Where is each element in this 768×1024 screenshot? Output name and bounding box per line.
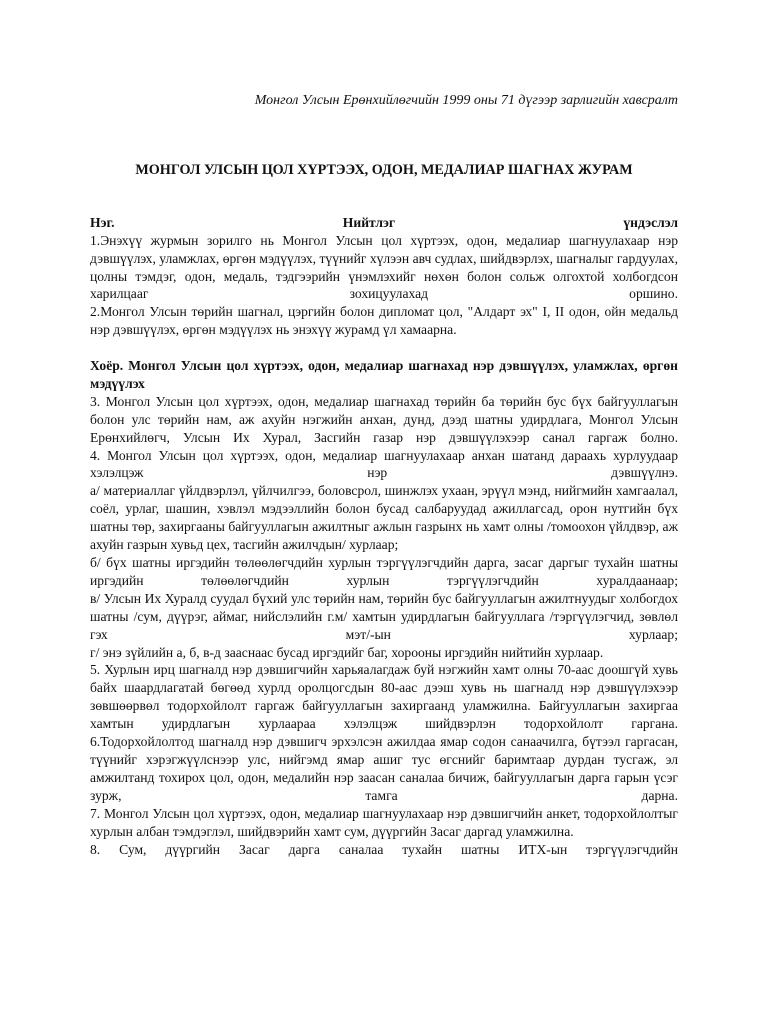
- paragraph-6: 6.Тодорхойлолтод шагналд нэр дэвшигч эрхэлсэн ажилдаа ямар содон санаачилга, бүтээл гаргасан, түүнийг хэрэгжүүлснээр улс, нийгэмд ямар ашиг тус өгснийг баримтаар дурдан тусгаж, эл амжилтанд тохирох цол, одон, медалийн нэр заасан саналаа бичиж, байгууллагын дарга гарын үсэг зурж, тамга дарна.: [90, 734, 678, 803]
- section-heading: Хоёр. Монгол Улсын цол хүртээх, одон, медалиар шагнахад нэр дэвшүүлэх, уламжлах, өргөн мэдүүлэх: [90, 358, 678, 391]
- paragraph-4c: в/ Улсын Их Хуралд суудал бүхий улс төрийн нам, төрийн бус байгууллагын ажилтнуудыг холбогдох шатны /сум, дүүрэг, аймаг, нийслэлийн г.м/ хамтын удирдлагын байгууллага /тэргүүлэгчид, зөвлөл гэх мэт/-ын хурлаар;: [90, 590, 678, 642]
- paragraph-1: 1.Энэхүү журмын зорилго нь Монгол Улсын цол хүртээх, одон, медалиар шагнуулахаар нэр дэвшүүлэх, уламжлах, өргөн мэдүүлэх, түүнийг хүлээн авч судлах, шийдвэрлэх, шагналыг гардуулах, цолны тэмдэг, одон, медаль, тэдгээрийн үнэмлэхийг нөхөн болон сольж олгохтой холбогдсон харилцааг зохицуулахад оршино.: [90, 232, 678, 302]
- paragraph-4b: б/ бүх шатны иргэдийн төлөөлөгчдийн хурлын тэргүүлэгчдийн дарга, засаг даргыг тухайн шатны иргэдийн төлөөлөгчдийн хурлын тэргүүлэгчдийн хуралдаанаар;: [90, 555, 678, 588]
- decree-annex-caption: Монгол Улсын Ерөнхийлөгчийн 1999 оны 71 дүгээр зарлигийн хавсралт: [254, 93, 678, 108]
- section-general: [90, 214, 678, 339]
- paragraph-3: 3. Монгол Улсын цол хүртээх, одон, медалиар шагнахад төрийн ба төрийн бус бүх байгууллагын болон улс төрийн нам, аж ахуйн нэгжийн анхан, дунд, дээд шатны удирдлага, Монгол Улсын Ерөнхийлөгч, Улсын Их Хурал, Засгийн газар нэр дэвшүүлэхээр санал гаргаж болно.: [90, 393, 678, 445]
- paragraph-4d: г/ энэ зүйлийн а, б, в-д зааснаас бусад иргэдийг баг, хорооны иргэдийн нийтийн хурлаар.: [90, 644, 604, 660]
- section-heading: Нэг. Нийтлэг үндэслэл: [90, 214, 678, 230]
- paragraph-2: 2.Монгол Улсын төрийн шагнал, цэргийн болон дипломат цол, "Алдарт эх" I, II одон, ойн медальд нэр дэвшүүлэх, өргөн мэдүүлэх нь энэхүү журамд үл хамаарна.: [90, 304, 678, 338]
- paragraph-5: 5. Хурлын ирц шагналд нэр дэвшигчийн харьяалагдаж буй нэгжийн хамт олны 70-аас доошгүй хувь байх шаардлагатай бөгөөд хурлд оролцогсдын 80-аас дээш хувь нь шагналд нэр дэвшүүлэхээр зөвшөөрвөл тодорхойлолт гаргаж байгууллагын захиргаанд уламжилна. Байгууллагын захиргаа хамтын удирдлагын хурлаараа хэлэлцэж шийдвэрлэн тодорхойлолт гаргана.: [90, 662, 678, 732]
- document-title: МОНГОЛ УЛСЫН ЦОЛ ХҮРТЭЭХ, ОДОН, МЕДАЛИАР ШАГНАХ ЖУРАМ: [135, 161, 633, 178]
- paragraph-8: 8. Сум, дүүргийн Засаг дарга саналаа тухайн шатны ИТХ-ын тэргүүлэгчдийн: [90, 841, 678, 857]
- paragraph-4: 4. Монгол Улсын цол хүртээх, одон, медалиар шагнуулахаар анхан шатанд дараахь хурлуудаар хэлэлцэж нэр дэвшүүлнэ.: [90, 447, 678, 481]
- paragraph-7: 7. Монгол Улсын цол хүртээх, одон, медалиар шагнуулахаар нэр дэвшигчийн анкет, тодорхойлолтыг хурлын албан тэмдэглэл, шийдвэрийн хамт сум, дүүргийн Засаг даргад уламжилна.: [90, 805, 678, 839]
- section-nomination: [90, 357, 678, 858]
- paragraph-4a: а/ материаллаг үйлдвэрлэл, үйлчилгээ, боловсрол, шинжлэх ухаан, эрүүл мэнд, нийгмийн хамгаалал, соёл, урлаг, шашин, хэвлэл мэдээллийн болон бусад салбаруудад ажиллагсад, орон нутгийн бүх шатны төр, захиргааны байгууллагын ажилтныг ажлын газрынх нь хамт олны /томоохон үйлдвэр, аж ахуйн газрын хувьд цех, тасгийн ажилчдын/ хурлаар;: [90, 483, 678, 553]
